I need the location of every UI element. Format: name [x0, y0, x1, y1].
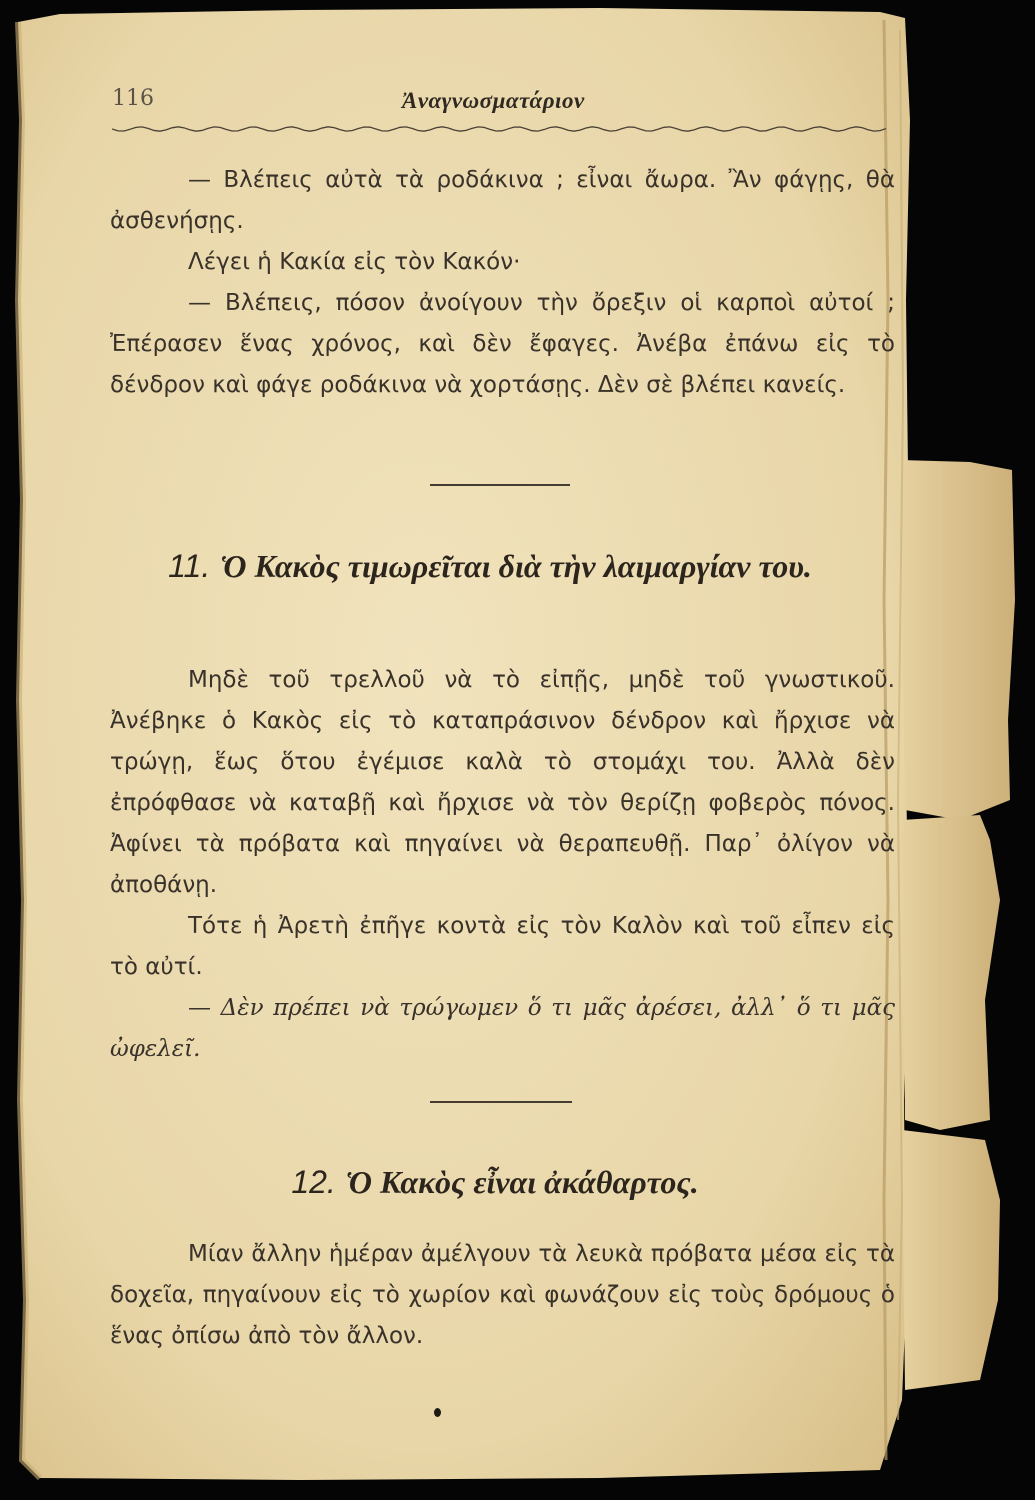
moral-paragraph: — Δὲν πρέπει νὰ τρώγωμεν ὅ τι μᾶς ἀρέσει, ἀλλ᾽ ὅ τι μᾶς ὠφελεῖ. — [110, 995, 895, 1062]
section-heading-11 — [100, 544, 880, 588]
dialogue-paragraph: — Βλέπεις αὐτὰ τὰ ροδάκινα ; εἶναι ἄωρα. Ἂν φάγῃς, θὰ ἀσθενήσῃς. — [110, 167, 895, 234]
page-header — [112, 86, 882, 116]
narration-paragraph: Λέγει ἡ Κακία εἰς τὸν Κακόν· — [188, 249, 521, 275]
section-11-text — [110, 660, 895, 1070]
section-title: Ὁ Κακὸς τιμωρεῖται διὰ τὴν λαιμαργίαν του. — [220, 548, 812, 584]
ink-dot — [434, 1408, 441, 1417]
running-title: Ἀναγνωσματάριον — [402, 88, 585, 113]
body-paragraph: Μίαν ἄλλην ἡμέραν ἀμέλγουν τὰ λευκὰ πρόβατα μέσα εἰς τὰ δοχεῖα, πηγαίνουν εἰς τὸ χωρίον καὶ φωνάζουν εἰς τοὺς δρόμους ὁ ἕνας ὀπίσω ἀπὸ τὸν ἄλλον. — [110, 1241, 895, 1349]
page-number: 116 — [112, 86, 154, 111]
section-number: 12. — [291, 1164, 336, 1200]
section-12-text — [110, 1234, 895, 1357]
dialogue-paragraph: — Βλέπεις, πόσον ἀνοίγουν τὴν ὄρεξιν οἱ καρποὶ αὐτοί ; Ἐπέρασεν ἕνας χρόνος, καὶ δὲν ἔφαγες. Ἀνέβα ἐπάνω εἰς τὸ δένδρον καὶ φάγε ροδάκινα νὰ χορτάσῃς. Δὲν σὲ βλέπει κανείς. — [110, 290, 895, 398]
previous-section-text — [110, 160, 895, 406]
section-heading-12 — [110, 1160, 880, 1204]
section-divider — [430, 484, 570, 486]
header-wavy-rule — [112, 123, 887, 135]
body-paragraph: Μηδὲ τοῦ τρελλοῦ νὰ τὸ εἰπῇς, μηδὲ τοῦ γνωστικοῦ. Ἀνέβηκε ὁ Κακὸς εἰς τὸ καταπράσινον δένδρον καὶ ἤρχισε νὰ τρώγῃ, ἕως ὅτου ἐγέμισε καλὰ τὸ στομάχι του. Ἀλλὰ δὲν ἐπρόφθασε νὰ καταβῇ καὶ ἤρχισε νὰ τὸν θερίζῃ φοβερὸς πόνος. Ἀφίνει τὰ πρόβατα καὶ πηγαίνει νὰ θεραπευθῇ. Παρ᾽ ὀλίγον νὰ ἀποθάνῃ. — [110, 667, 895, 898]
section-divider — [430, 1101, 572, 1103]
body-paragraph: Τότε ἡ Ἀρετὴ ἐπῆγε κοντὰ εἰς τὸν Καλὸν καὶ τοῦ εἶπεν εἰς τὸ αὐτί. — [110, 913, 895, 980]
section-number: 11. — [168, 548, 211, 584]
section-title: Ὁ Κακὸς εἶναι ἀκάθαρτος. — [345, 1164, 699, 1200]
